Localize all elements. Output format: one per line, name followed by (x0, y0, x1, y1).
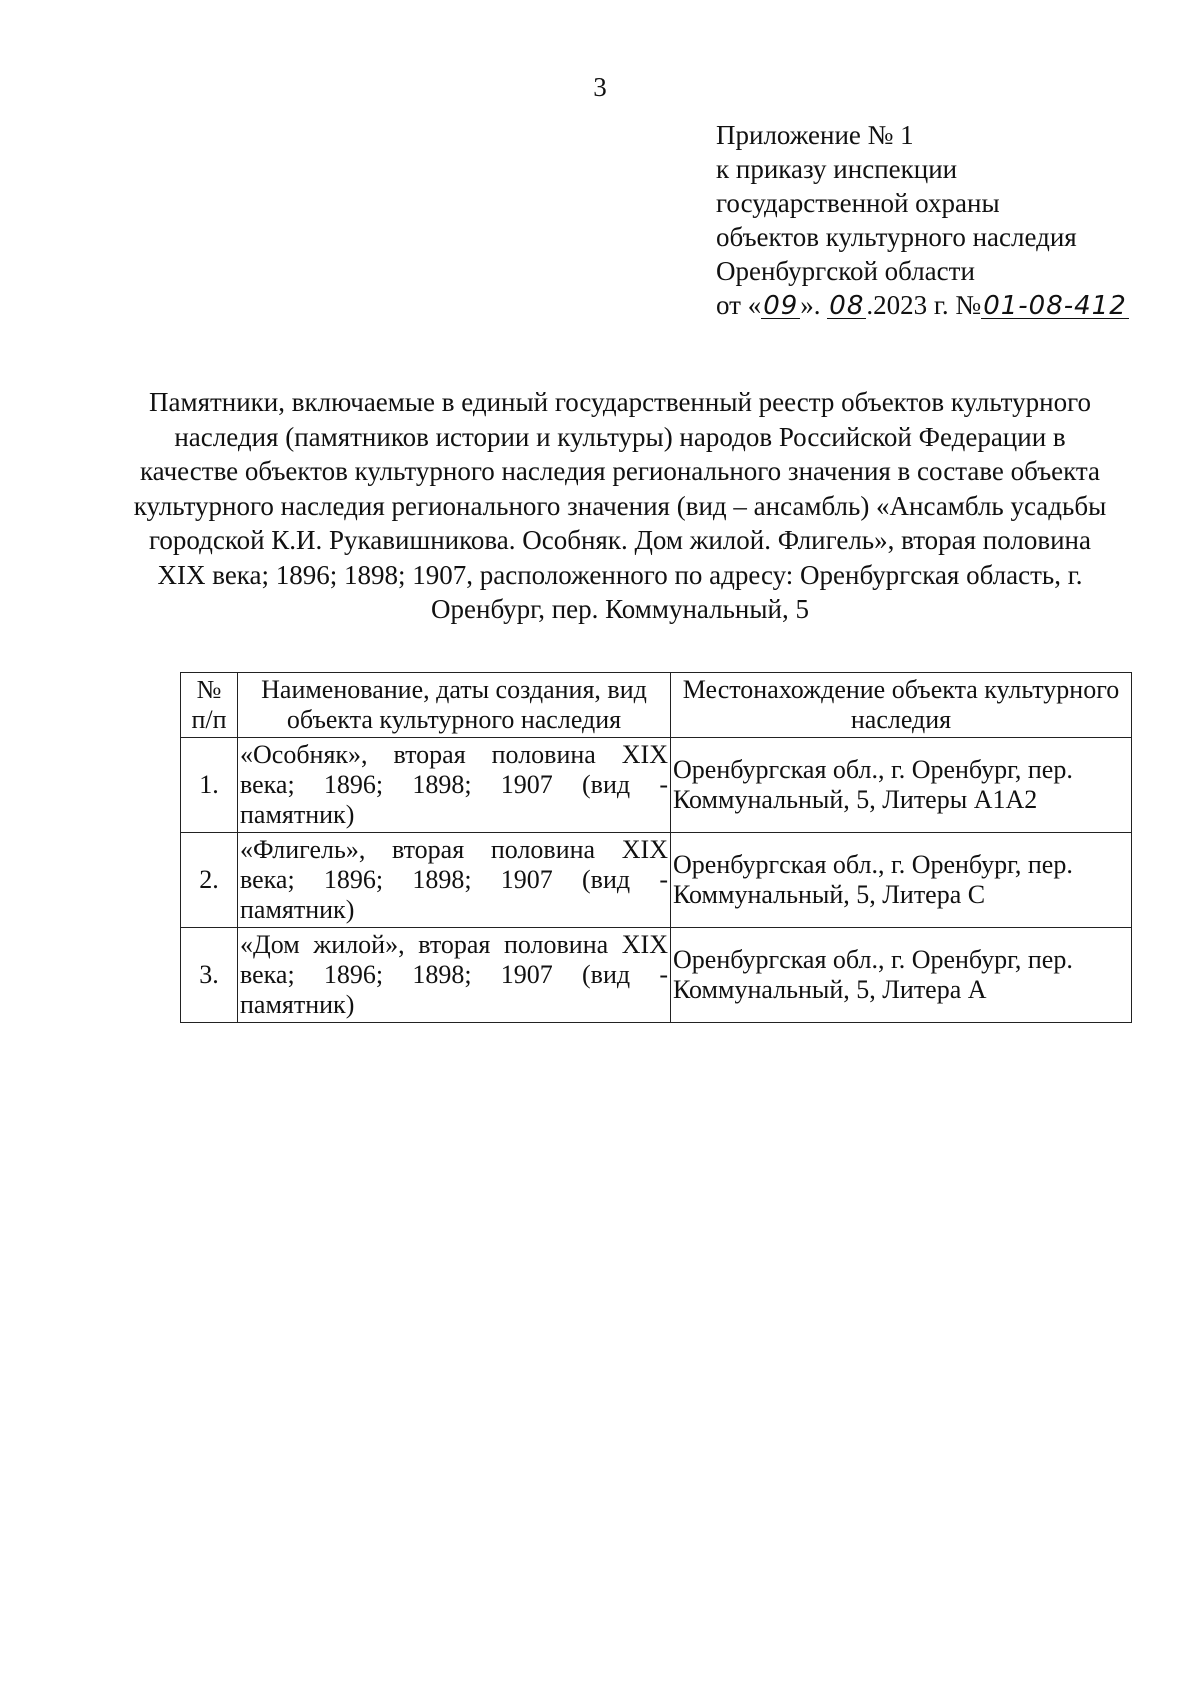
row-location: Оренбургская обл., г. Оренбург, пер. Коммунальный, 5, Литеры А1А2 (671, 738, 1132, 833)
date-prefix: от « (716, 290, 762, 320)
row-number: 2. (181, 833, 238, 928)
heritage-table (180, 672, 1132, 1023)
row-location: Оренбургская обл., г. Оренбург, пер. Коммунальный, 5, Литера А (671, 928, 1132, 1023)
date-mid: ». (800, 290, 828, 320)
appendix-line: к приказу инспекции (716, 154, 958, 184)
table-header-row (181, 673, 1132, 738)
row-number: 3. (181, 928, 238, 1023)
appendix-line: объектов культурного наследия (716, 222, 1077, 252)
header-name: Наименование, даты создания, вид объекта культурного наследия (238, 673, 671, 738)
handwritten-order-number: 01-08-412 (983, 291, 1127, 321)
document-title: Памятники, включаемые в единый государственный реестр объектов культурного наследия (памятников истории и культуры) народов Российской Федерации в качестве объектов культурного наследия регионального значения в составе объекта культурного наследия регионального значения (вид – ансамбль) «Ансамбль усадьбы городской К.И. Рукавишникова. Особняк. Дом жилой. Флигель», вторая половина XIX века; 1896; 1898; 1907, расположенного по адресу: Оренбургская область, г. Оренбург, пер. Коммунальный, 5 (133, 387, 1107, 624)
order-date-line (716, 288, 1129, 322)
handwritten-month: 08 (829, 291, 865, 321)
table-row (181, 833, 1132, 928)
row-name: «Дом жилой», вторая половина XIX века; 1896; 1898; 1907 (вид - памятник) (238, 928, 671, 1023)
row-number: 1. (181, 738, 238, 833)
page-number: 3 (593, 72, 607, 102)
table-row (181, 738, 1132, 833)
appendix-line: Приложение № 1 (716, 120, 914, 150)
header-number: № п/п (181, 673, 238, 738)
row-location: Оренбургская обл., г. Оренбург, пер. Коммунальный, 5, Литера С (671, 833, 1132, 928)
handwritten-day: 09 (763, 291, 799, 321)
row-name: «Особняк», вторая половина XIX века; 1896; 1898; 1907 (вид - памятник) (238, 738, 671, 833)
row-name: «Флигель», вторая половина XIX века; 1896; 1898; 1907 (вид - памятник) (238, 833, 671, 928)
table-row (181, 928, 1132, 1023)
header-location: Местонахождение объекта культурного наследия (671, 673, 1132, 738)
appendix-line: государственной охраны (716, 188, 1000, 218)
date-year: .2023 г. № (866, 290, 982, 320)
appendix-header (716, 118, 1129, 322)
appendix-line: Оренбургской области (716, 256, 975, 286)
